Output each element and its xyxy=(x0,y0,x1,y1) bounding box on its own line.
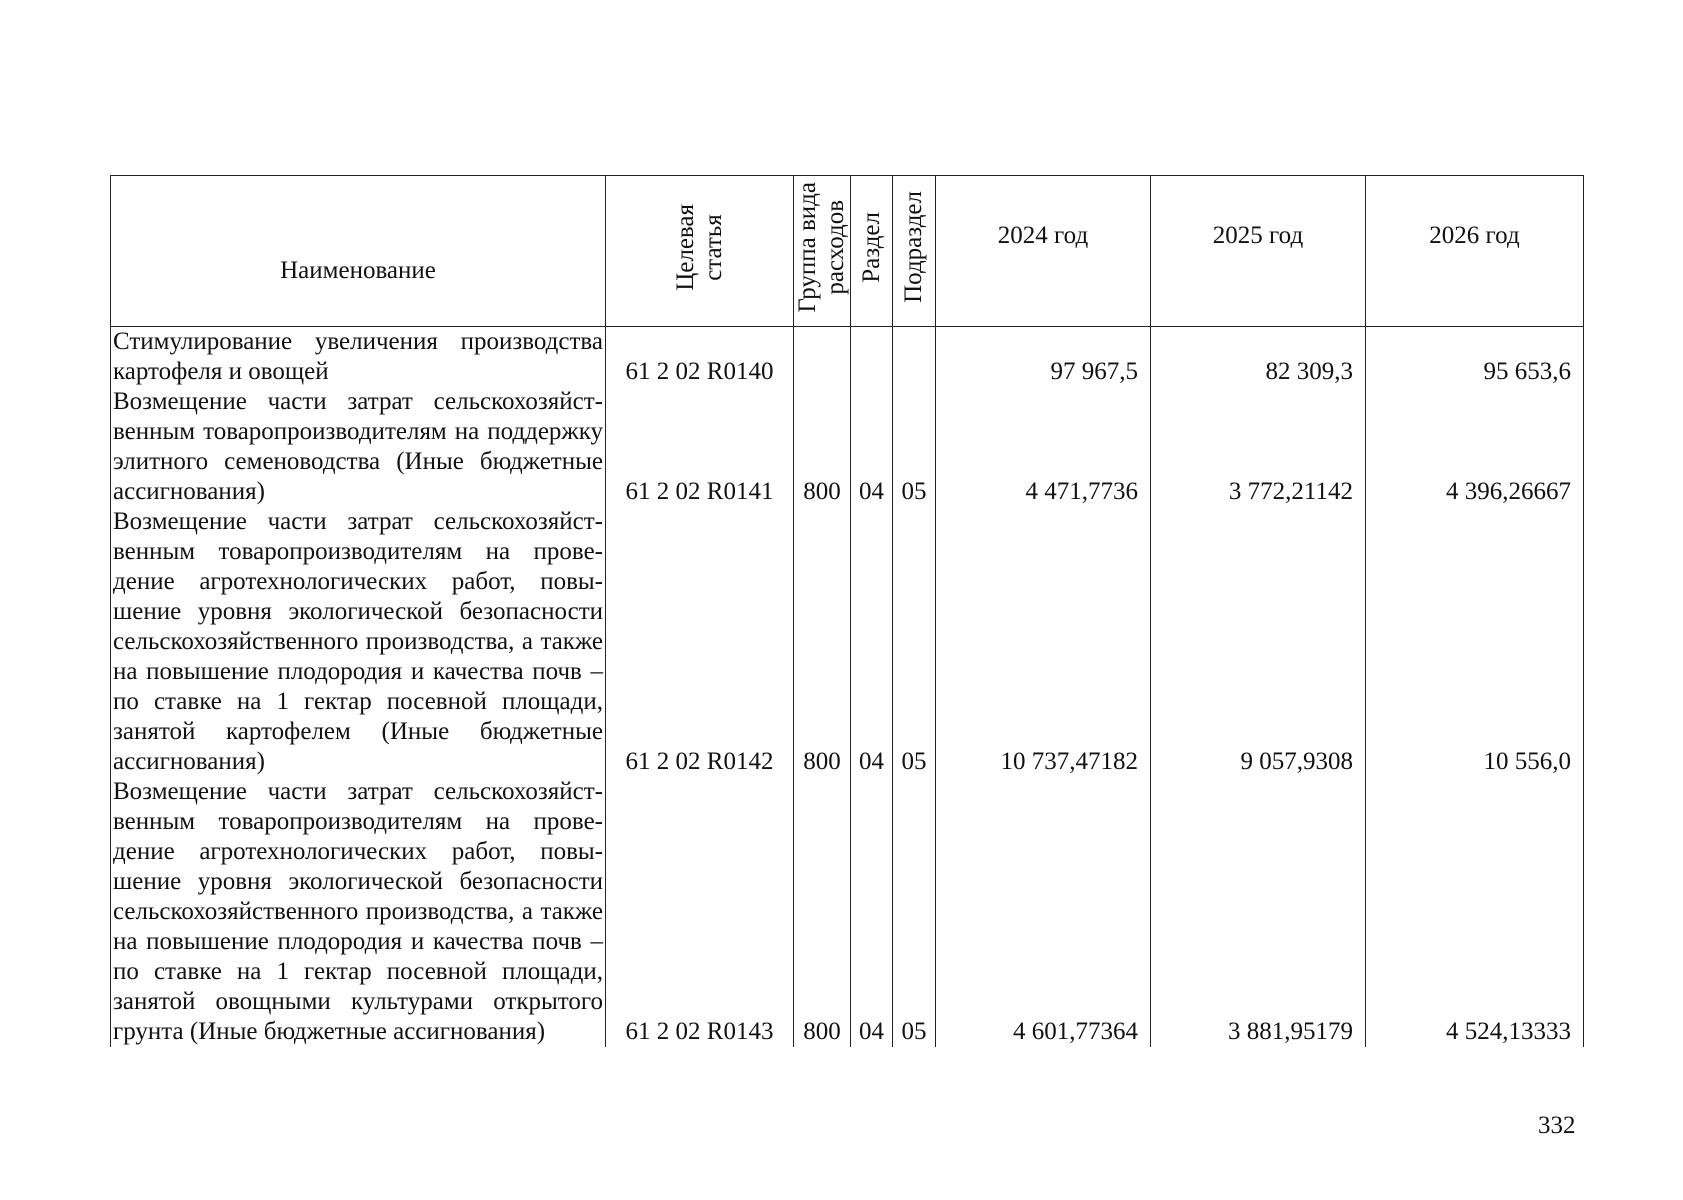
header-expense-group-line1: Группа вида xyxy=(794,181,821,313)
cell-name: Возмещение части затрат сельскохозяйственным товаропроизводителям на проведение агротехнологических работ, повышение уровня экологической безопасности сельскохозяйственного производства, а также на повышение плодородия и качества почв – по ставке на 1 гектар посевной площади, занятой картофелем (Иные бюджетные ассигнования) xyxy=(111,507,606,777)
cell-subsection: 05 xyxy=(893,777,936,1047)
header-2026-label: 2026 год xyxy=(1429,222,1520,249)
cell-section: 04 xyxy=(851,507,893,777)
cell-2026: 4 524,13333 xyxy=(1366,777,1584,1047)
cell-target-article: 61 2 02 R0143 xyxy=(606,777,794,1047)
cell-target-article: 61 2 02 R0141 xyxy=(606,387,794,507)
header-2025-label: 2025 год xyxy=(1212,222,1304,249)
cell-2025: 9 057,9308 xyxy=(1151,507,1366,777)
cell-subsection: 05 xyxy=(893,507,936,777)
cell-subsection xyxy=(893,327,936,388)
cell-2026: 10 556,0 xyxy=(1366,507,1584,777)
budget-table xyxy=(110,175,1584,1047)
table-row xyxy=(111,507,1584,777)
header-target-article-line2: статья xyxy=(699,213,727,281)
cell-2024: 10 737,47182 xyxy=(936,507,1151,777)
cell-2026: 4 396,26667 xyxy=(1366,387,1584,507)
header-expense-group xyxy=(794,176,851,327)
cell-2026: 95 653,6 xyxy=(1366,327,1584,388)
cell-name: Возмещение части затрат сельскохозяйственным товаропроизводителям на поддержку элитного семеноводства (Иные бюджетные ассигнования) xyxy=(111,387,606,507)
table-row xyxy=(111,777,1584,1047)
header-2024-label: 2024 год xyxy=(997,222,1089,249)
cell-section: 04 xyxy=(851,387,893,507)
cell-target-article: 61 2 02 R0140 xyxy=(606,327,794,388)
cell-expense-group: 800 xyxy=(794,387,851,507)
cell-name: Возмещение части затрат сельскохозяйственным товаропроизводителям на проведение агротехнологических работ, повышение уровня экологической безопасности сельскохозяйственного производства, а также на повышение плодородия и качества почв – по ставке на 1 гектар посевной площади, занятой овощными культурами открытого грунта (Иные бюджетные ассигнования) xyxy=(111,777,606,1047)
header-section xyxy=(851,176,893,327)
table-row xyxy=(111,327,1584,388)
cell-name: Стимулирование увеличения производства картофеля и овощей xyxy=(111,327,606,388)
cell-2025: 82 309,3 xyxy=(1151,327,1366,388)
cell-expense-group xyxy=(794,327,851,388)
header-row xyxy=(111,176,1584,327)
cell-2024: 4 601,77364 xyxy=(936,777,1151,1047)
cell-section: 04 xyxy=(851,777,893,1047)
header-subsection xyxy=(893,176,936,327)
header-2026 xyxy=(1366,176,1584,327)
cell-2024: 4 471,7736 xyxy=(936,387,1151,507)
header-subsection-label: Подраздел xyxy=(900,191,927,303)
cell-expense-group: 800 xyxy=(794,507,851,777)
header-expense-group-label xyxy=(794,182,850,313)
cell-2024: 97 967,5 xyxy=(936,327,1151,388)
table-row xyxy=(111,387,1584,507)
cell-subsection: 05 xyxy=(893,387,936,507)
header-name-label: Наименование xyxy=(280,257,436,284)
header-section-label: Раздел xyxy=(857,211,885,283)
cell-section xyxy=(851,327,893,388)
header-expense-group-line2: расходов xyxy=(822,199,849,295)
cell-2025: 3 881,95179 xyxy=(1151,777,1366,1047)
page-number: 332 xyxy=(1538,1112,1576,1139)
header-2025 xyxy=(1151,176,1366,327)
cell-expense-group: 800 xyxy=(794,777,851,1047)
header-target-article-label xyxy=(672,204,728,291)
cell-2025: 3 772,21142 xyxy=(1151,387,1366,507)
header-name xyxy=(111,176,606,327)
header-target-article xyxy=(606,176,794,327)
header-target-article-line1: Целевая xyxy=(671,203,699,291)
header-2024 xyxy=(936,176,1151,327)
cell-target-article: 61 2 02 R0142 xyxy=(606,507,794,777)
